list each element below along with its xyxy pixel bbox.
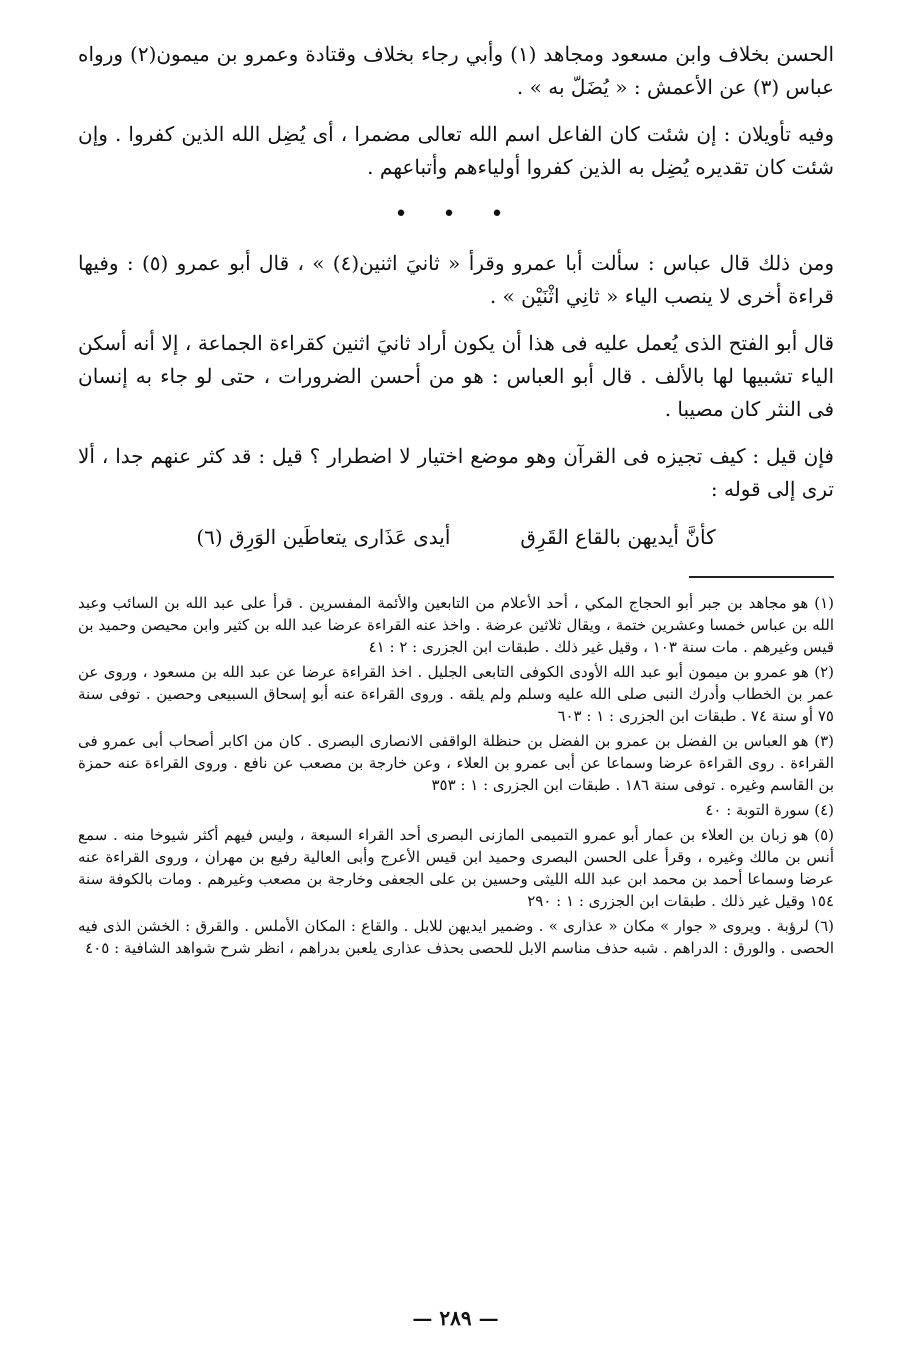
section-separator: • • • [394,202,518,227]
paragraph-3: ومن ذلك قال عباس : سألت أبا عمرو وقرأ « ثانيَ اثنين(٤) » ، قال أبو عمرو (٥) : وفيها قراءة أخرى لا ينصب الياء « ثانِي اثْنَيْن » . [78,251,834,308]
footnote-6: (٦) لرؤبة . ويروى « جوار » مكان « عذارى » . وضمير ايديهن للابل . والقاع : المكان الأملس . والقرق : الخشن الذى فيه الحصى . والورق : الدراهم . شبه حذف مناسم الابل للحصى بحذف عذارى يلعبن بدراهم ، انظر شرح شواهد الشافية : ٤٠٥ [78,917,834,957]
paragraph-4: قال أبو الفتح الذى يُعمل عليه فى هذا أن يكون أراد ثانيَ اثنين كقراءة الجماعة ، إلا أنه أسكن الياء تشبيها لها بالألف . قال أبو العباس : هو من أحسن الضرورات ، حتى لو جاء به إنسان فى النثر كان مصيبا . [78,331,835,421]
page-content [78,38,834,962]
footnote-5: (٥) هو زبان بن العلاء بن عمار أبو عمرو التميمى المازنى البصرى أحد القراء السبعة ، وليس فيهم أكثر شيوخا منه . سمع أنس بن مالك وغيره ، وقرأ على الحسن البصرى وحميد ابن قيس الأعرج وأبى العالية رفيع بن مهران ، وروى القراءة عنه عرضا وسماعا أحمد بن محمد ابن عبد الله الليثى وحسين بن على الجعفى وخارجة بن مصعب وغيرهم . ومات بالكوفة سنة ١٥٤ وقيل غير ذلك . طبقات ابن الجزرى : ١ : ٢٩٠ [78,826,834,910]
poetry-verse [78,520,834,554]
footnote-divider [689,576,834,578]
footnote-2: (٢) هو عمرو بن ميمون أبو عبد الله الأودى الكوفى التابعى الجليل . اخذ القراءة عرضا عن عبد الله بن مسعود ، وروى عن عمر بن الخطاب وأدرك النبى صلى الله عليه وسلم ولم يلقه . وروى القراءة عنه أبو إسحاق السبيعى وحصين . توفى سنة ٧٥ أو سنة ٧٤ . طبقات ابن الجزرى : ١ : ٦٠٣ [78,663,834,725]
paragraph-5: فإن قيل : كيف تجيزه فى القرآن وهو موضع اختيار لا اضطرار ؟ قيل : قد كثر عنهم جدا ، ألا ترى إلى قوله : [78,444,834,501]
footnotes [78,592,834,959]
footnote-4: (٤) سورة التوبة : ٤٠ [705,801,834,819]
paragraph-1: الحسن بخلاف وابن مسعود ومجاهد (١) وأبي رجاء بخلاف وقتادة وعمرو بن ميمون(٢) ورواه عباس (٣) عن الأعمش : « يُضَلّ به » . [78,42,835,99]
paragraph-2: وفيه تأويلان : إن شئت كان الفاعل اسم الله تعالى مضمرا ، أى يُضِل الله الذين كفروا . وإن شئت كان تقديره يُضِل به الذين كفروا أولياءهم وأتباعهم . [78,122,835,179]
footnote-1: (١) هو مجاهد بن جبر أبو الحجاج المكي ، أحد الأعلام من التابعين والأئمة المفسرين . قرأ على عبد الله بن السائب وعبد الله بن عباس خمسا وعشرين ختمة ، ويقال ثلاثين عرضة . واخذ عنه القراءة عرضا عبد الله بن كثير وابن محيصن وحميد بن قيس وغيرهم . مات سنة ١٠٣ ، وقيل غير ذلك . طبقات ابن الجزرى : ٢ : ٤١ [78,594,834,656]
page-number: — ٢٨٩ — [412,1306,499,1330]
footnote-rule-wrapper [78,576,834,578]
main-text [78,38,834,554]
verse-first-hemistich: كأنَّ أيديهن بالقاع القَرِق [520,525,716,549]
footnote-3: (٣) هو العباس بن الفضل بن عمرو بن الفضل بن حنظلة الواقفى الانصارى البصرى . كان من اكابر أصحاب أبى عمرو فى القراءة . روى القراءة عرضا وسماعا عن أبى عمرو بن العلاء ، وعن خارجة بن مصعب عن نافع . وروى القراءة عنه حمزة بن القاسم وغيره . توفى سنة ١٨٦ . طبقات ابن الجزرى : ١ : ٣٥٣ [78,732,834,794]
verse-second-hemistich: أيدى عَذَارى يتعاطَين الوَرِق (٦) [196,525,451,549]
